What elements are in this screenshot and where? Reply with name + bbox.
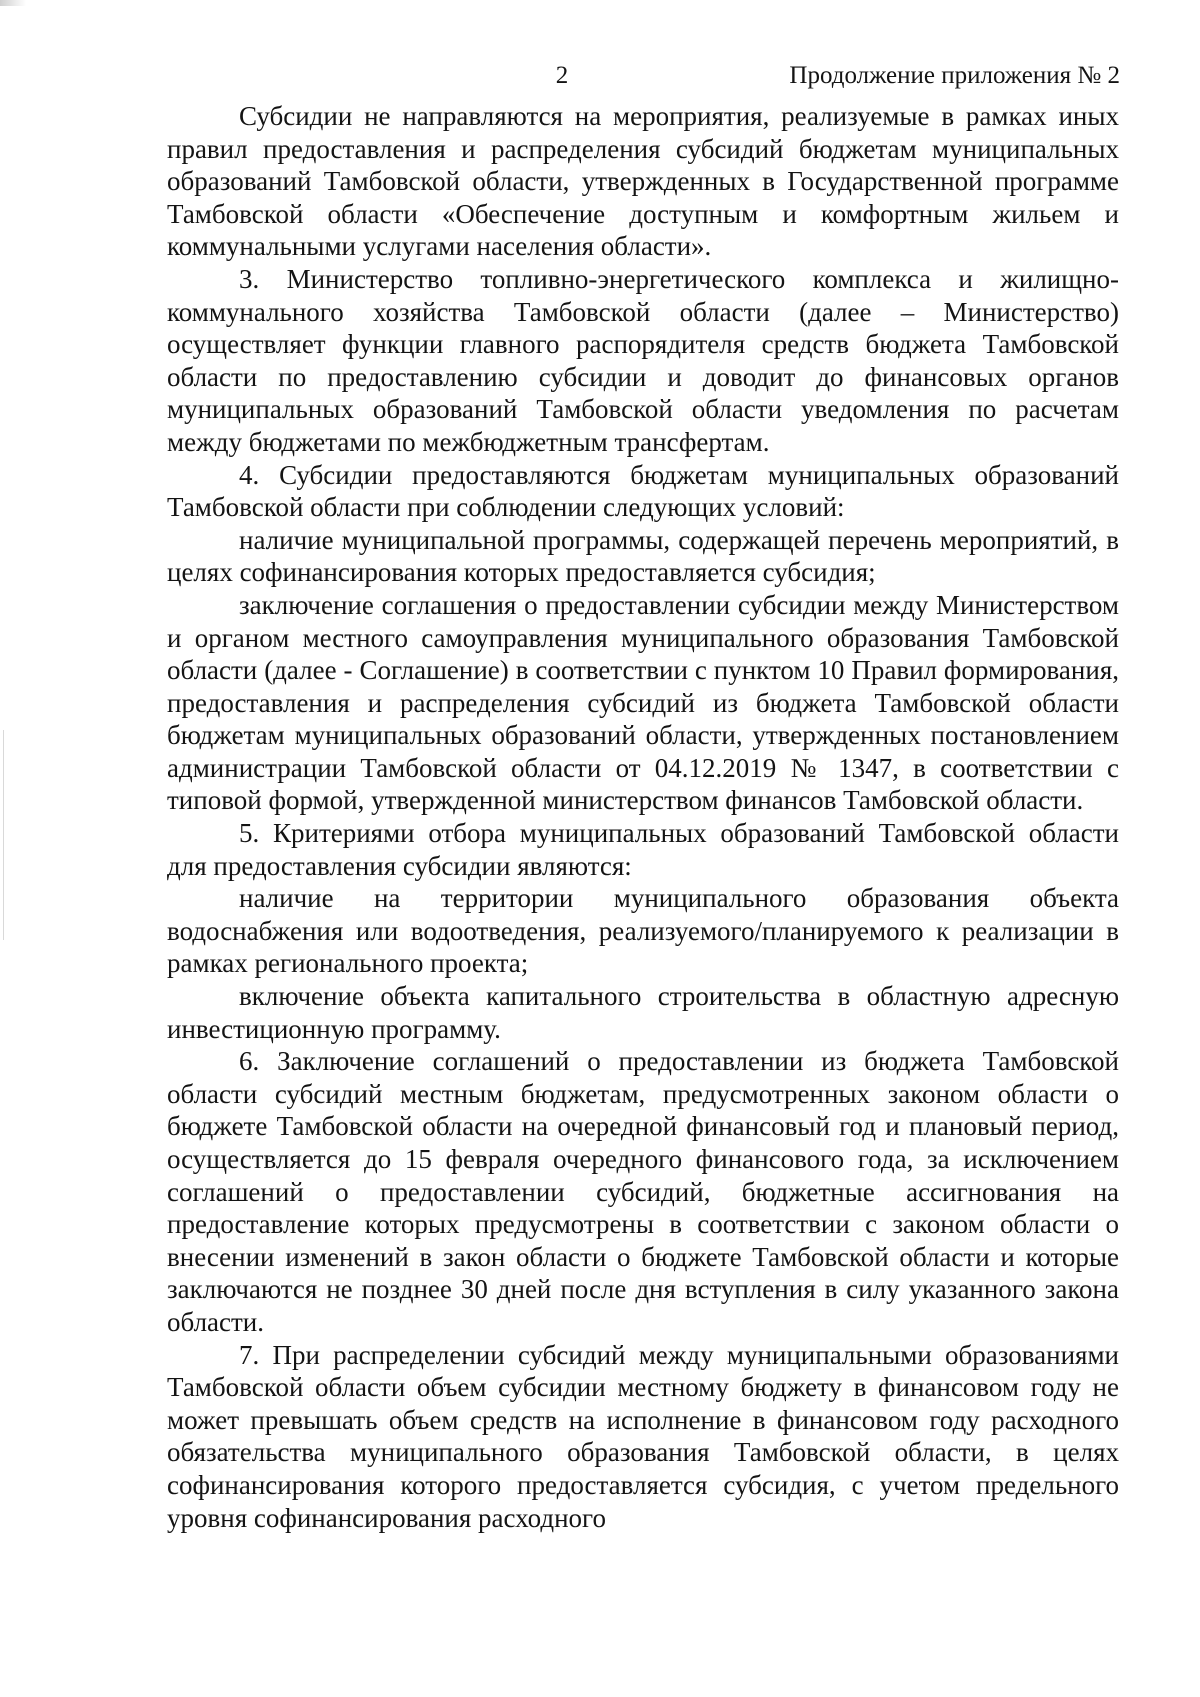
paragraph-4-conditions: 4. Субсидии предоставляются бюджетам муниципальных образований Тамбовской области при соблюдении следующих условий: [167, 459, 1119, 523]
paragraph-exclusions: Субсидии не направляются на мероприятия, реализуемые в рамках иных правил предоставления и распределения субсидий бюджетам муниципальных образований Тамбовской области, утвержденных в Государственной программе Тамбовской области «Обеспечение доступным и комфортным жильем и коммунальными услугами населения области». [167, 101, 1119, 262]
scan-artifact [0, 0, 26, 6]
paragraph-5-criteria: 5. Критериями отбора муниципальных образований Тамбовской области для предоставления субсидии являются: [167, 818, 1119, 881]
condition-agreement: заключение соглашения о предоставлении субсидии между Министерством и органом местного самоуправления муниципального образования Тамбовской области (далее - Соглашение) в соответствии с пунктом 10 Правил формирования, предоставления и распределения субсидий из бюджета Тамбовской области бюджетам муниципальных образований области, утвержденных постановлением администрации Тамбовской области от 04.12.2019 № 1347, в соответствии с типовой формой, утвержденной министерством финансов Тамбовской области. [167, 589, 1119, 816]
scan-edge-line [3, 730, 4, 940]
page-number: 2 [555, 62, 569, 89]
appendix-continuation-header: Продолжение приложения № 2 [789, 62, 1120, 89]
criterion-investment-program: включение объекта капитального строительства в областную адресную инвестиционную программу. [167, 981, 1119, 1044]
paragraph-7-distribution: 7. При распределении субсидий между муниципальными образованиями Тамбовской области объем субсидии местному бюджету в финансовом году не может превышать объем средств на исполнение в финансовом году расходного обязательства муниципального образования Тамбовской области, в целях софинансирования которого предоставляется субсидия, с учетом предельного уровня софинансирования расходного [167, 1339, 1119, 1533]
criterion-water-object: наличие на территории муниципального образования объекта водоснабжения или водоотведения, реализуемого/планируемого к реализации в рамках регионального проекта; [167, 883, 1119, 979]
condition-municipal-program: наличие муниципальной программы, содержащей перечень мероприятий, в целях софинансирования которых предоставляется субсидия; [167, 524, 1119, 588]
document-body [167, 100, 1119, 1534]
paragraph-6-agreements: 6. Заключение соглашений о предоставлении из бюджета Тамбовской области субсидий местным бюджетам, предусмотренных законом области о бюджете Тамбовской области на очередной финансовый год и плановый период, осуществляется до 15 февраля очередного финансового года, за исключением соглашений о предоставлении субсидий, бюджетные ассигнования на предоставление которых предусмотрены в соответствии с законом области о внесении изменений в закон области о бюджете Тамбовской области и которые заключаются не позднее 30 дней после дня вступления в силу указанного закона области. [167, 1046, 1119, 1337]
paragraph-3-ministry: 3. Министерство топливно-энергетического комплекса и жилищно-коммунального хозяйства Тамбовской области (далее – Министерство) осуществляет функции главного распорядителя средств бюджета Тамбовской области по предоставлению субсидии и доводит до финансовых органов муниципальных образований Тамбовской области уведомления по расчетам между бюджетами по межбюджетным трансфертам. [167, 263, 1119, 457]
